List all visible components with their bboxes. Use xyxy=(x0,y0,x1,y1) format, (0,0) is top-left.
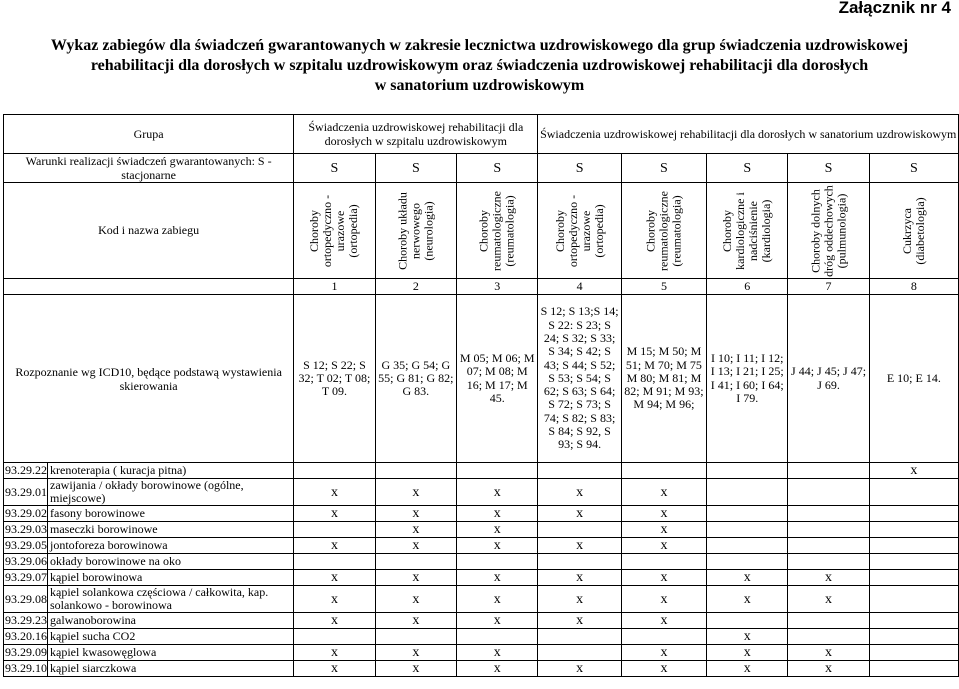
mark-cell xyxy=(457,463,538,479)
mark-cell xyxy=(621,629,706,645)
category-3 xyxy=(457,183,538,279)
table-row xyxy=(4,629,959,645)
mark-cell: x xyxy=(294,586,375,613)
mark-cell xyxy=(788,463,869,479)
category-2 xyxy=(375,183,456,279)
mark-cell xyxy=(294,629,375,645)
col-number-6: 6 xyxy=(707,279,788,295)
mark-cell: x xyxy=(538,479,621,506)
category-1-label: Choroby ortopedyczno - urazowe (ortopedia) xyxy=(307,194,361,267)
category-5 xyxy=(621,183,706,279)
mark-cell xyxy=(869,661,958,677)
procedure-name: galwanoborowina xyxy=(48,613,294,629)
mark-cell: x xyxy=(457,506,538,522)
mark-cell: x xyxy=(707,629,788,645)
mark-cell: x xyxy=(621,538,706,554)
mark-cell: x xyxy=(457,613,538,629)
mark-cell xyxy=(869,629,958,645)
mark-cell xyxy=(457,629,538,645)
mark-cell: x xyxy=(457,586,538,613)
title-line-2: rehabilitacji dla dorosłych w szpitalu uzdrowiskowym oraz świadczenia uzdrowiskowej rehabilitacji dla dorosłych xyxy=(90,57,869,74)
annex-label: Załącznik nr 4 xyxy=(838,0,951,17)
mark-cell xyxy=(869,554,958,570)
table-row xyxy=(4,554,959,570)
category-1 xyxy=(294,183,375,279)
procedure-name: fasony borowinowe xyxy=(48,506,294,522)
mark-cell: x xyxy=(294,661,375,677)
procedure-name: okłady borowinowe na oko xyxy=(48,554,294,570)
mark-cell xyxy=(707,463,788,479)
mark-cell: x xyxy=(294,570,375,586)
table-row xyxy=(4,538,959,554)
category-3-label: Choroby reumatologiczne (reumatologia) xyxy=(476,190,517,271)
procedure-name: jontoforeza borowinowa xyxy=(48,538,294,554)
mark-cell: x xyxy=(375,538,456,554)
mark-cell xyxy=(869,506,958,522)
procedure-code: 93.29.08 xyxy=(4,586,48,613)
category-6 xyxy=(707,183,788,279)
procedure-code: 93.29.22 xyxy=(5,463,47,477)
category-4 xyxy=(538,183,621,279)
mark-cell xyxy=(869,538,958,554)
s-mark-4: S xyxy=(538,154,621,183)
mark-cell xyxy=(538,463,621,479)
mark-cell: x xyxy=(538,538,621,554)
diagnosis-2: G 35; G 54; G 55; G 81; G 82; G 83. xyxy=(375,295,456,463)
category-7-label: Choroby dolnych dróg oddechowych (pulmunologia) xyxy=(808,184,849,277)
number-row-spacer xyxy=(4,279,294,295)
document-title xyxy=(0,36,959,96)
mark-cell: x xyxy=(375,570,456,586)
mark-cell: x xyxy=(375,522,456,538)
mark-cell xyxy=(788,613,869,629)
diagnosis-3: M 05; M 06; M 07; M 08; M 16; M 17; M 45. xyxy=(457,295,538,463)
mark-cell xyxy=(788,629,869,645)
table-row xyxy=(4,645,959,661)
diagnosis-1: S 12; S 22; S 32; T 02; T 08; T 09. xyxy=(294,295,375,463)
s-mark-7: S xyxy=(788,154,869,183)
mark-cell: x xyxy=(621,613,706,629)
s-mark-2: S xyxy=(375,154,456,183)
mark-cell xyxy=(707,479,788,506)
mark-cell xyxy=(538,554,621,570)
s-mark-8: S xyxy=(869,154,958,183)
title-line-1: Wykaz zabiegów dla świadczeń gwarantowanych w zakresie lecznictwa uzdrowiskowego dla grup świadczenia uzdrowiskowej xyxy=(50,37,909,54)
mark-cell: x xyxy=(538,506,621,522)
procedure-code: 93.29.05 xyxy=(5,538,47,552)
col-number-3: 3 xyxy=(457,279,538,295)
category-7 xyxy=(788,183,869,279)
table-row xyxy=(4,506,959,522)
mark-cell: x xyxy=(294,479,375,506)
mark-cell: x xyxy=(621,586,706,613)
table-row xyxy=(4,661,959,677)
procedure-name: krenoterapia ( kuracja pitna) xyxy=(48,463,294,479)
mark-cell: x xyxy=(621,479,706,506)
mark-cell: x xyxy=(621,522,706,538)
procedure-name: kąpiel borowinowa xyxy=(48,570,294,586)
procedure-name: kąpiel siarczkowa xyxy=(48,661,294,677)
procedure-name: kąpiel sucha CO2 xyxy=(48,629,294,645)
mark-cell: x xyxy=(788,645,869,661)
mark-cell xyxy=(457,554,538,570)
category-6-label: Choroby kardiologiczne i nadciśnienie (kardiologia) xyxy=(720,191,774,270)
procedure-code: 93.29.06 xyxy=(5,554,47,568)
sanatorium-group-header: Świadczenia uzdrowiskowej rehabilitacji dla dorosłych w sanatorium uzdrowiskowym xyxy=(538,115,959,154)
diagnosis-7: J 44; J 45; J 47; J 69. xyxy=(788,295,869,463)
mark-cell: x xyxy=(538,586,621,613)
procedure-code: 93.29.07 xyxy=(5,570,47,584)
mark-cell: x xyxy=(621,506,706,522)
mark-cell: x xyxy=(621,570,706,586)
col-number-5: 5 xyxy=(621,279,706,295)
mark-cell: x xyxy=(457,645,538,661)
table-row xyxy=(4,586,959,613)
diagnosis-label: Rozpoznanie wg ICD10, będące podstawą wystawienia skierowania xyxy=(4,295,294,463)
mark-cell: x xyxy=(375,586,456,613)
mark-cell xyxy=(707,538,788,554)
title-line-3: w sanatorium uzdrowiskowym xyxy=(374,77,585,94)
procedure-rows xyxy=(4,463,959,677)
mark-cell: x xyxy=(294,538,375,554)
mark-cell: x xyxy=(538,613,621,629)
procedure-name: zawijania / okłady borowinowe (ogólne, miejscowe) xyxy=(48,479,294,506)
mark-cell: x xyxy=(457,538,538,554)
mark-cell xyxy=(869,645,958,661)
mark-cell xyxy=(294,522,375,538)
mark-cell xyxy=(788,538,869,554)
mark-cell xyxy=(869,522,958,538)
mark-cell xyxy=(375,629,456,645)
mark-cell xyxy=(538,522,621,538)
table-row xyxy=(4,479,959,506)
mark-cell: x xyxy=(621,661,706,677)
mark-cell: x xyxy=(294,613,375,629)
mark-cell xyxy=(788,506,869,522)
mark-cell: x xyxy=(457,661,538,677)
col-number-4: 4 xyxy=(538,279,621,295)
mark-cell: x xyxy=(375,479,456,506)
mark-cell xyxy=(788,522,869,538)
mark-cell: x xyxy=(707,570,788,586)
code-label: Kod i nazwa zabiegu xyxy=(4,183,294,279)
table-row xyxy=(4,522,959,538)
mark-cell: x xyxy=(621,645,706,661)
category-8 xyxy=(869,183,958,279)
mark-cell xyxy=(538,645,621,661)
mark-cell xyxy=(869,586,958,613)
procedure-code: 93.29.02 xyxy=(5,506,47,520)
mark-cell xyxy=(621,554,706,570)
mark-cell: x xyxy=(457,570,538,586)
mark-cell: x xyxy=(707,645,788,661)
mark-cell: x xyxy=(788,586,869,613)
mark-cell xyxy=(869,613,958,629)
procedure-name: kąpiel kwasowęglowa xyxy=(48,645,294,661)
mark-cell: x xyxy=(375,613,456,629)
hospital-group-header: Świadczenia uzdrowiskowej rehabilitacji dla dorosłych w szpitalu uzdrowiskowym xyxy=(294,115,538,154)
mark-cell xyxy=(788,479,869,506)
col-number-1: 1 xyxy=(294,279,375,295)
col-number-7: 7 xyxy=(788,279,869,295)
procedure-name: maseczki borowinowe xyxy=(48,522,294,538)
mark-cell xyxy=(707,506,788,522)
mark-cell: x xyxy=(457,522,538,538)
mark-cell: x xyxy=(457,479,538,506)
mark-cell: x xyxy=(538,570,621,586)
procedures-table xyxy=(3,114,959,677)
mark-cell: x xyxy=(375,661,456,677)
mark-cell: x xyxy=(707,661,788,677)
procedure-code: 93.29.23 xyxy=(5,613,47,627)
mark-cell xyxy=(788,554,869,570)
group-label: Grupa xyxy=(4,115,294,154)
table-row xyxy=(4,613,959,629)
mark-cell xyxy=(869,479,958,506)
mark-cell: x xyxy=(538,661,621,677)
mark-cell xyxy=(869,570,958,586)
mark-cell: x xyxy=(788,570,869,586)
mark-cell: x xyxy=(294,645,375,661)
procedure-code: 93.20.16 xyxy=(5,629,47,643)
mark-cell xyxy=(707,522,788,538)
mark-cell: x xyxy=(375,645,456,661)
category-2-label: Choroby układu nerwowego (neurologia) xyxy=(395,191,436,270)
mark-cell xyxy=(538,629,621,645)
mark-cell xyxy=(294,463,375,479)
table-row xyxy=(4,463,959,479)
mark-cell: x xyxy=(869,463,958,479)
diagnosis-4: S 12; S 13;S 14; S 22: S 23; S 24; S 32; S 33; S 34; S 42; S 43; S 44; S 52; S 53; S 54; S 62; S 63; S 64; S 72; S 73; S 74; S 82; S 83; S 84; S 92, S 93; S 94. xyxy=(538,295,621,463)
mark-cell: x xyxy=(707,586,788,613)
procedure-code: 93.29.10 xyxy=(5,661,47,675)
category-5-label: Choroby reumatologiczne (reumatologia) xyxy=(643,190,684,271)
mark-cell: x xyxy=(294,506,375,522)
procedure-name: kąpiel solankowa częściowa / całkowita, kap. solankowo - borowinowa xyxy=(48,586,294,613)
category-8-label: Cukrzyca (diabetologia) xyxy=(899,196,927,265)
s-mark-1: S xyxy=(294,154,375,183)
col-number-2: 2 xyxy=(375,279,456,295)
s-mark-5: S xyxy=(621,154,706,183)
mark-cell xyxy=(375,463,456,479)
table-row xyxy=(4,570,959,586)
category-4-label: Choroby ortopedyczno - urazowe (ortopedia) xyxy=(552,194,606,267)
mark-cell xyxy=(707,554,788,570)
procedure-code: 93.29.01 xyxy=(4,479,48,506)
mark-cell xyxy=(375,554,456,570)
procedure-code: 93.29.03 xyxy=(5,522,47,536)
mark-cell xyxy=(707,613,788,629)
mark-cell: x xyxy=(375,506,456,522)
diagnosis-8: E 10; E 14. xyxy=(869,295,958,463)
mark-cell: x xyxy=(788,661,869,677)
col-number-8: 8 xyxy=(869,279,958,295)
mark-cell xyxy=(621,463,706,479)
s-mark-3: S xyxy=(457,154,538,183)
procedure-code: 93.29.09 xyxy=(5,645,47,659)
mark-cell xyxy=(294,554,375,570)
conditions-label: Warunki realizacji świadczeń gwarantowanych: S - stacjonarne xyxy=(4,154,294,183)
s-mark-6: S xyxy=(707,154,788,183)
diagnosis-5: M 15; M 50; M 51; M 70; M 75 M 80; M 81; M 82; M 91; M 93; M 94; M 96; xyxy=(621,295,706,463)
diagnosis-6: I 10; I 11; I 12; I 13; I 21; I 25; I 41; I 60; I 64; I 79. xyxy=(707,295,788,463)
